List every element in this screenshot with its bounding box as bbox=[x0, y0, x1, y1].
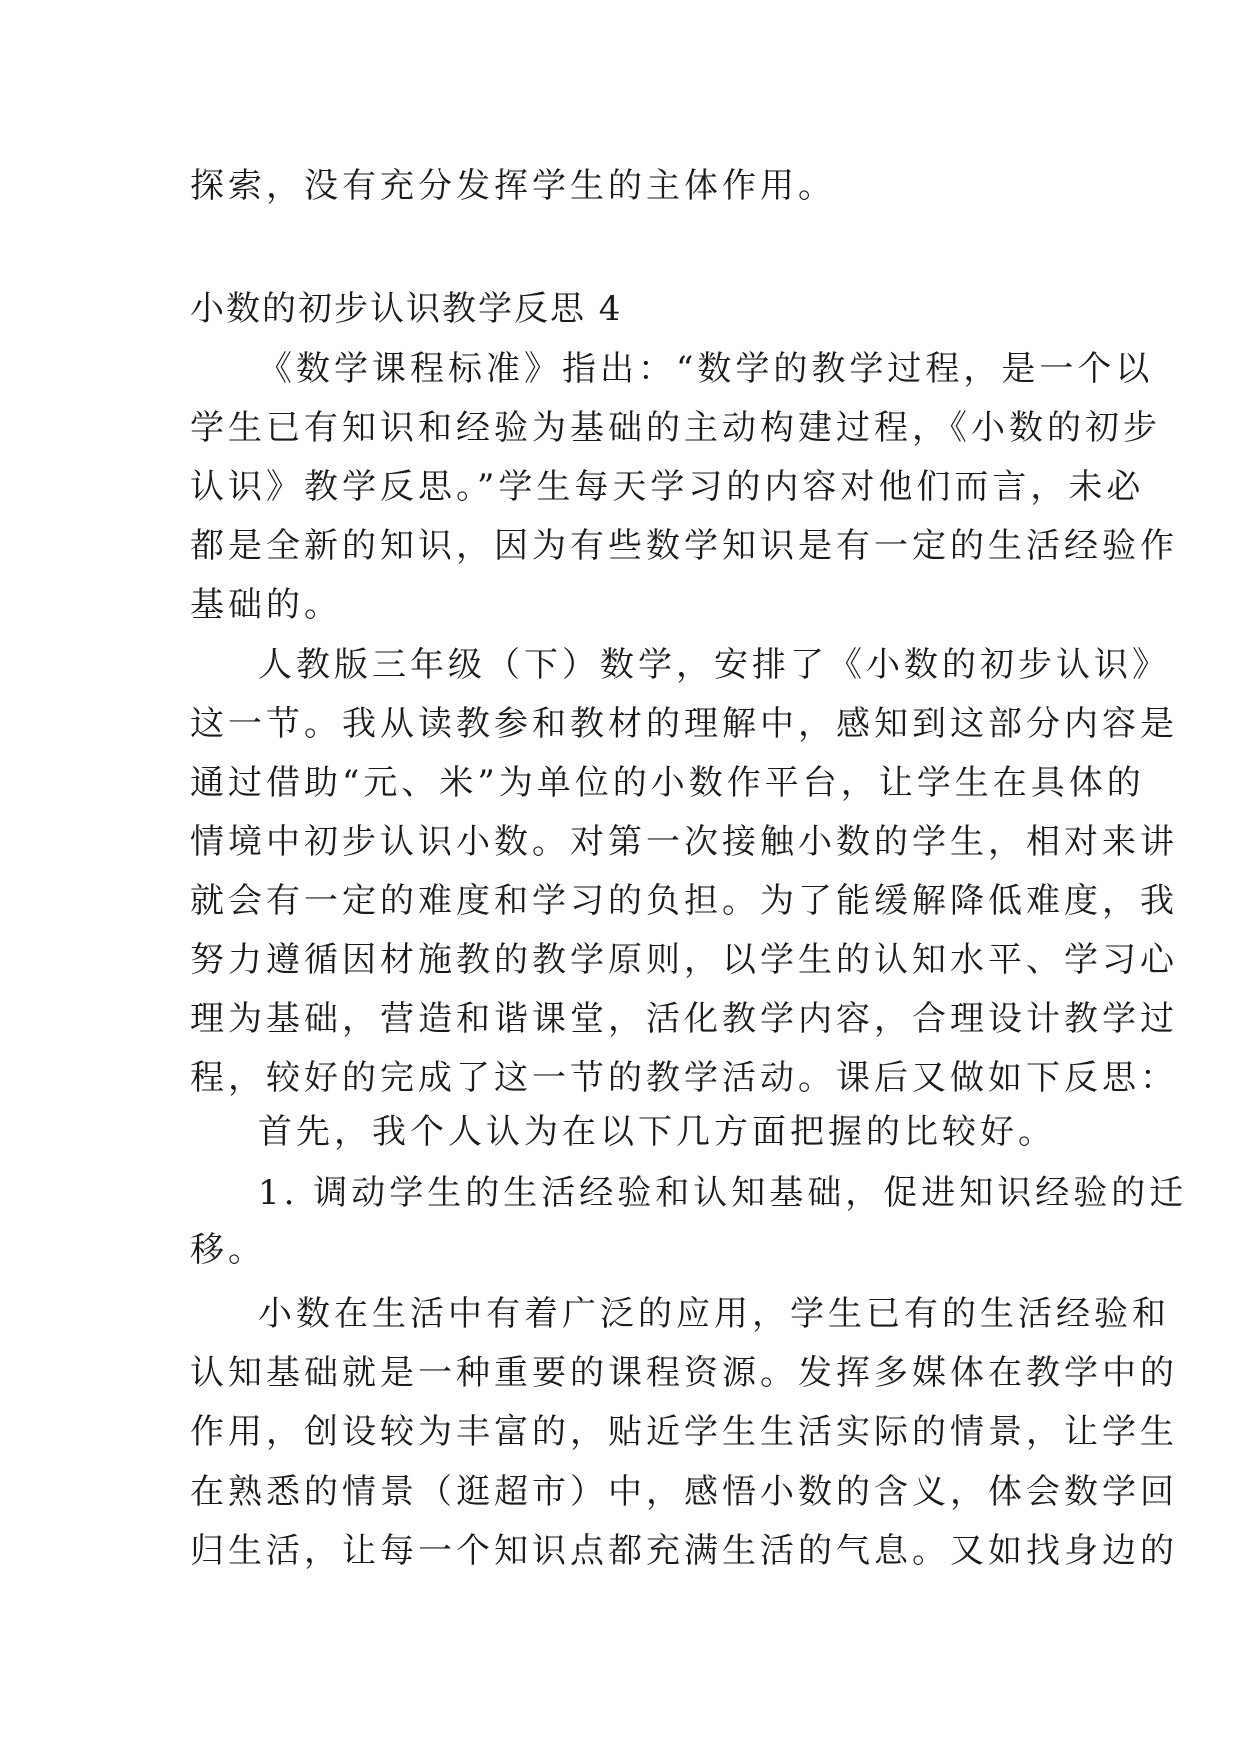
paragraph-line: 基础的。 bbox=[190, 585, 342, 625]
paragraph-line: 作用，创设较为丰富的，贴近学生生活实际的情景，让学生 bbox=[190, 1412, 1178, 1452]
paragraph-line: 认识》教学反思。”学生每天学习的内容对他们而言，未必 bbox=[190, 467, 1145, 507]
paragraph-line: 认知基础就是一种重要的课程资源。发挥多媒体在教学中的 bbox=[190, 1353, 1178, 1393]
paragraph-line: 小数在生活中有着广泛的应用，学生已有的生活经验和 bbox=[258, 1294, 1170, 1334]
paragraph-line: 就会有一定的难度和学习的负担。为了能缓解降低难度，我 bbox=[190, 881, 1178, 921]
paragraph-line: 程，较好的完成了这一节的教学活动。课后又做如下反思： bbox=[190, 1058, 1178, 1098]
paragraph-line: 学生已有知识和经验为基础的主动构建过程，《小数的初步 bbox=[190, 408, 1161, 448]
paragraph-line: 努力遵循因材施教的教学原则，以学生的认知水平、学习心 bbox=[190, 940, 1178, 980]
paragraph-line: 归生活，让每一个知识点都充满生活的气息。又如找身边的 bbox=[190, 1531, 1178, 1571]
paragraph-line: 《数学课程标准》指出：“数学的教学过程，是一个以 bbox=[258, 349, 1154, 389]
list-item-line: 1. 调动学生的生活经验和认知基础，促进知识经验的迁 bbox=[258, 1173, 1188, 1213]
paragraph-line: 理为基础，营造和谐课堂，活化教学内容，合理设计教学过 bbox=[190, 999, 1178, 1039]
paragraph-line: 人教版三年级（下）数学，安排了《小数的初步认识》 bbox=[258, 645, 1170, 685]
paragraph-line: 通过借助“元、米”为单位的小数作平台，让学生在具体的 bbox=[190, 763, 1145, 803]
list-item-line: 移。 bbox=[190, 1230, 266, 1270]
section-heading: 小数的初步认识教学反思 4 bbox=[190, 289, 623, 329]
paragraph-line: 这一节。我从读教参和教材的理解中，感知到这部分内容是 bbox=[190, 704, 1178, 744]
paragraph-line: 探索，没有充分发挥学生的主体作用。 bbox=[190, 166, 836, 206]
paragraph-line: 都是全新的知识，因为有些数学知识是有一定的生活经验作 bbox=[190, 526, 1178, 566]
paragraph-line: 情境中初步认识小数。对第一次接触小数的学生，相对来讲 bbox=[190, 822, 1178, 862]
paragraph-line: 首先，我个人认为在以下几方面把握的比较好。 bbox=[258, 1112, 1056, 1152]
paragraph-line: 在熟悉的情景（逛超市）中，感悟小数的含义，体会数学回 bbox=[190, 1472, 1178, 1512]
